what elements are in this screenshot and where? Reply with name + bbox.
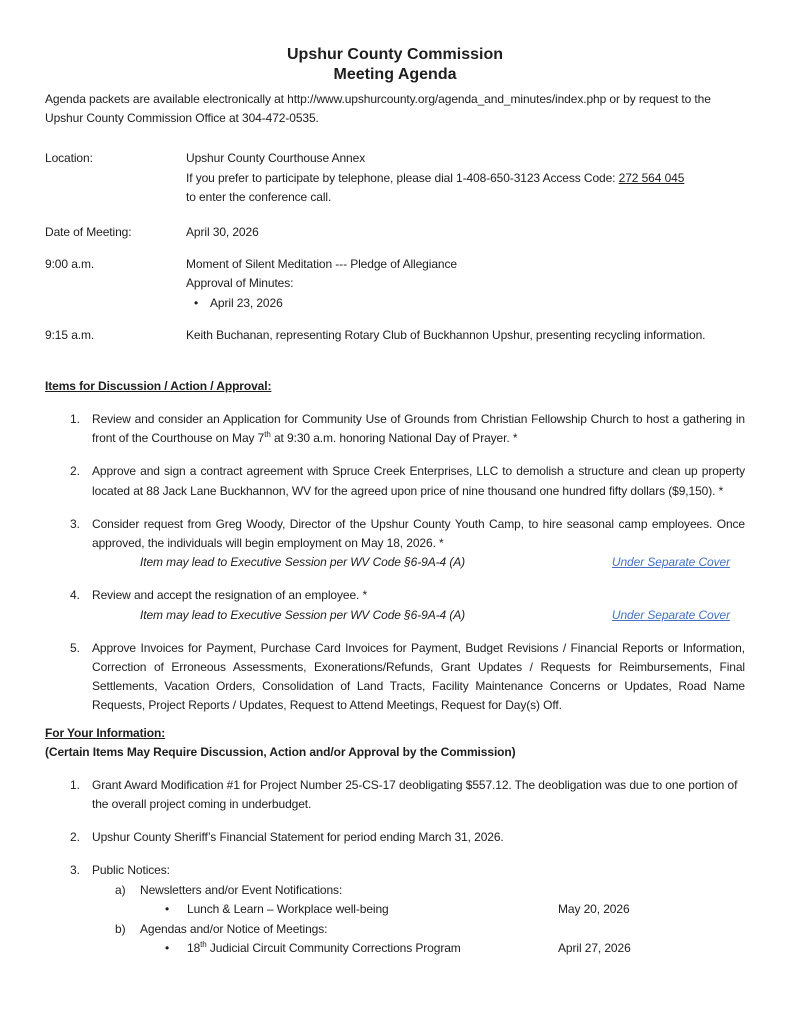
- ordinal-superscript: th: [200, 939, 207, 949]
- item-number: 2.: [70, 464, 80, 479]
- discussion-item-2: [70, 462, 745, 500]
- agenda-line: Moment of Silent Meditation --- Pledge of Allegiance: [186, 257, 457, 272]
- under-separate-cover-link[interactable]: Under Separate Cover: [611, 555, 730, 570]
- section-heading-discussion: Items for Discussion / Action / Approval:: [45, 378, 272, 393]
- discussion-item-1: [70, 410, 745, 448]
- notice-text: [187, 939, 558, 958]
- fyi-item-3: [70, 861, 745, 880]
- item-text: Review and accept the resignation of an employee. *: [92, 588, 368, 603]
- sub-item-text: Newsletters and/or Event Notifications:: [140, 882, 343, 897]
- discussion-item-4: [70, 586, 745, 624]
- item-number: 1.: [70, 777, 80, 792]
- section-heading-fyi: [45, 724, 745, 762]
- notice-date: May 20, 2026: [558, 902, 630, 917]
- discussion-item-5: [70, 639, 745, 716]
- access-code: 272 564 045: [618, 170, 685, 185]
- notice-text-post: Judicial Circuit Community Corrections Program: [206, 940, 461, 955]
- date-value: April 30, 2026: [186, 224, 259, 239]
- item-number: 5.: [70, 640, 80, 655]
- schedule-row-900: [45, 255, 745, 313]
- sub-item-letter: b): [115, 921, 126, 936]
- item-text: Consider request from Greg Woody, Director of the Upshur County Youth Camp, to hire seasonal camp employees. Once approved, the individuals will begin employment on May 18, 2026. *: [92, 516, 745, 550]
- executive-session-row: [92, 606, 745, 625]
- discussion-list: [45, 410, 745, 715]
- schedule-row-915: [45, 326, 745, 345]
- item-text-wrap: [92, 515, 745, 573]
- page-subtitle: Meeting Agenda: [333, 66, 457, 83]
- executive-session-row: [92, 553, 745, 572]
- agenda-line: Approval of Minutes:: [186, 276, 294, 291]
- location-row: [45, 149, 745, 207]
- item-text-post: at 9:30 a.m. honoring National Day of Prayer. *: [270, 431, 518, 446]
- item-number: 3.: [70, 863, 80, 878]
- item-text: [92, 410, 745, 448]
- fyi-item-2: [70, 828, 745, 847]
- fyi-heading-text: For Your Information:: [45, 725, 166, 740]
- item-text: Upshur County Sheriff’s Financial Statement for period ending March 31, 2026.: [92, 830, 504, 845]
- sub-item-text: Agendas and/or Notice of Meetings:: [140, 921, 328, 936]
- item-text: Approve Invoices for Payment, Purchase Card Invoices for Payment, Budget Revisions / Financial Reports or Information, Correction of Erroneous Assessments, Exonerations/Refunds, Grant Updates / Requests for Reimbursements, Final Settlements, Vacation Orders, Consolidation of Land Tracts, Facility Maintenance Concerns or Updates, Road Name Requests, Project Reports / Updates, Request to Attend Meetings, Request for Day(s) Off.: [92, 640, 745, 713]
- time-label: 9:15 a.m.: [45, 327, 95, 342]
- notice-bullet-a: [70, 900, 745, 919]
- public-notice-a: [70, 881, 745, 900]
- item-text: Grant Award Modification #1 for Project Number 25-CS-17 deobligating $557.12. The deobligation was due to one portion of the overall project coming in underbudget.: [92, 777, 738, 812]
- location-name: Upshur County Courthouse Annex: [186, 151, 366, 166]
- notice-text-pre: 18: [187, 940, 201, 955]
- item-number: 3.: [70, 516, 80, 531]
- discussion-item-3: [70, 515, 745, 573]
- schedule-content: [186, 255, 745, 313]
- location-value: [186, 149, 745, 207]
- fyi-list: [45, 776, 745, 959]
- bullet-icon: •: [194, 295, 199, 310]
- bullet-icon: •: [165, 940, 170, 955]
- fyi-subheading: (Certain Items May Require Discussion, Action and/or Approval by the Commission): [45, 744, 516, 759]
- minutes-date: April 23, 2026: [210, 295, 283, 310]
- time-label: 9:00 a.m.: [45, 257, 95, 272]
- public-notice-b: [70, 920, 745, 939]
- phone-instructions: [186, 169, 745, 188]
- under-separate-cover-link[interactable]: Under Separate Cover: [611, 607, 730, 622]
- page-title: Upshur County Commission: [286, 46, 503, 63]
- executive-session-note: Item may lead to Executive Session per WV Code §6-9A-4 (A): [140, 607, 466, 622]
- ordinal-superscript: th: [264, 430, 271, 440]
- bullet-icon: •: [165, 902, 170, 917]
- public-notices-wrap: [92, 861, 745, 880]
- notice-text: Lunch & Learn – Workplace well-being: [187, 902, 389, 917]
- sub-item-letter: a): [115, 882, 126, 897]
- schedule-content: Keith Buchanan, representing Rotary Club of Buckhannon Upshur, presenting recycling information.: [186, 327, 706, 342]
- conference-note: to enter the conference call.: [186, 189, 332, 204]
- item-text-pre: Review and consider an Application for Community Use of Grounds from Christian Fellowship Church to host a gathering in front of the Courthouse on May 7: [92, 412, 745, 446]
- item-text-wrap: [92, 586, 745, 624]
- date-label: Date of Meeting:: [45, 224, 132, 239]
- location-label: Location:: [45, 151, 93, 166]
- date-row: [45, 223, 745, 242]
- item-number: 2.: [70, 830, 80, 845]
- item-text: Public Notices:: [92, 863, 170, 878]
- phone-instructions-text: If you prefer to participate by telephone, please dial 1-408-650-3123 Access Code:: [186, 170, 619, 185]
- notice-bullet-b: [70, 939, 745, 958]
- notice-date: April 27, 2026: [558, 940, 631, 955]
- executive-session-note: Item may lead to Executive Session per WV Code §6-9A-4 (A): [140, 555, 466, 570]
- intro-text: Agenda packets are available electronically at http://www.upshurcounty.org/agenda_and_minutes/index.php or by request to the Upshur County Commission Office at 304-472-0535.: [45, 92, 711, 126]
- item-number: 1.: [70, 412, 80, 427]
- minutes-bullet-row: [186, 294, 745, 313]
- fyi-item-1: [70, 776, 745, 814]
- item-number: 4.: [70, 588, 80, 603]
- item-text: Approve and sign a contract agreement with Spruce Creek Enterprises, LLC to demolish a structure and clean up property located at 88 Jack Lane Buckhannon, WV for the agreed upon price of nine thousand one hundred fifty dollars ($9,150). *: [92, 464, 745, 498]
